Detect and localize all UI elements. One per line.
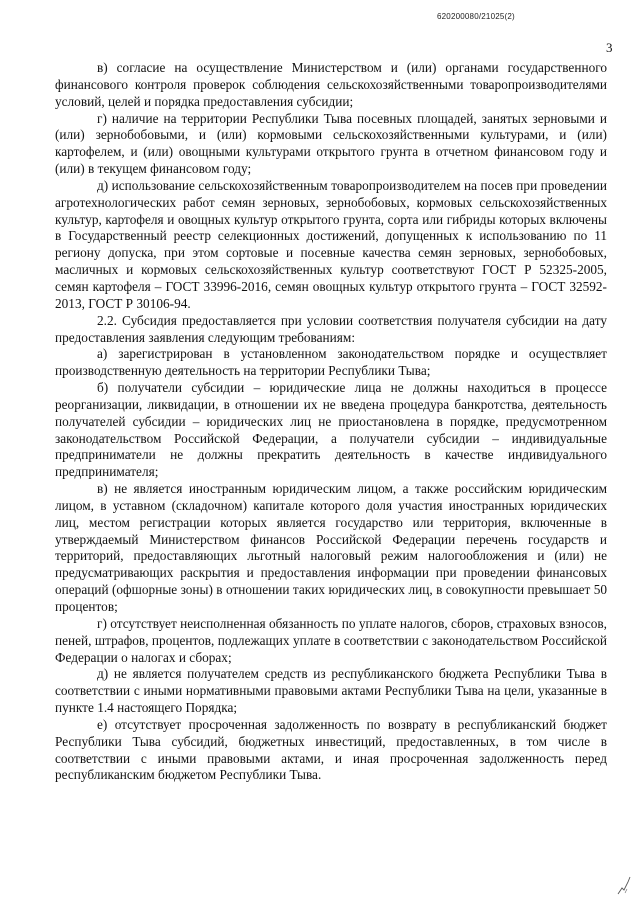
- paragraph-v-foreign-entity: в) не является иностранным юридическим лицом, а также российским юридическим лицом, в уставном (складочном) капитале которого доля участия иностранных юридических лиц, местом регистрации которых является государство или территория, включенные в утверждаемый Министерством финансов Российской Федерации перечень государств и территорий, предоставляющих льготный налоговый режим налогообложения и (или) не предусматривающих раскрытия и предоставления информации при проведении финансовых операций (офшорные зоны) в отношении таких юридических лиц, в совокупности превышает 50 процентов;: [55, 481, 607, 614]
- document-code: 620200080/21025(2): [437, 12, 515, 21]
- body-text: [55, 60, 607, 784]
- paragraph-d-other-funds: д) не является получателем средств из республиканского бюджета Республики Тыва в соответствии с иными нормативными правовыми актами Республики Тыва на цели, указанные в пункте 1.4 настоящего Порядка;: [55, 666, 607, 716]
- paragraph-b-reorganization: б) получатели субсидии – юридические лица не должны находиться в процессе реорганизации, ликвидации, в отношении их не введена процедура банкротства, деятельность получателей субсидии – юридических лиц не приостановлена в порядке, предусмотренном законодательством Российской Федерации, а получатели субсидии – индивидуальные предприниматели не должны прекратить деятельность в качестве индивидуального предпринимателя;: [55, 380, 607, 480]
- paragraph-d-seed-usage: д) использование сельскохозяйственным товаропроизводителем на посев при проведении агротехнологических работ семян зерновых, зернобобовых, кормовых сельскохозяйственных культур, картофеля и овощных культур открытого грунта, сорта или гибриды которых включены в Государственный реестр селекционных достижений, допущенных к использованию по 11 региону допуска, при этом сортовые и посевные качества семян зерновых, зернобобовых, масличных и кормовых сельскохозяйственных культур соответствуют ГОСТ Р 52325-2005, семян картофеля – ГОСТ 33996-2016, семян овощных культур открытого грунта – ГОСТ 32592-2013, ГОСТ Р 30106-94.: [55, 177, 607, 311]
- paragraph-2-2-conditions: 2.2. Субсидия предоставляется при условии соответствия получателя субсидии на дату предоставления заявления следующим требованиям:: [55, 312, 607, 345]
- scan-mark-icon: [616, 874, 632, 896]
- paragraph-v-consent: в) согласие на осуществление Министерством и (или) органами государственного финансового контроля проверок соблюдения сельскохозяйственными товаропроизводителями условий, целей и порядка предоставления субсидии;: [55, 60, 607, 109]
- paragraph-e-overdue-debt: е) отсутствует просроченная задолженность по возврату в республиканский бюджет Республики Тыва субсидий, бюджетных инвестиций, предоставленных, в том числе в соответствии с иными правовыми актами, и иная просроченная задолженность перед республиканским бюджетом Республики Тыва.: [55, 716, 607, 783]
- paragraph-a-registered: а) зарегистрирован в установленном законодательством порядке и осуществляет производственную деятельность на территории Республики Тыва;: [55, 346, 607, 379]
- page-number: 3: [606, 40, 613, 55]
- paragraph-g-tax-obligations: г) отсутствует неисполненная обязанность по уплате налогов, сборов, страховых взносов, пеней, штрафов, процентов, подлежащих уплате в соответствии с законодательством Российской Федерации о налогах и сборах;: [55, 615, 607, 665]
- paragraph-g-sown-areas: г) наличие на территории Республики Тыва посевных площадей, занятых зерновыми и (или) зернобобовыми, и (или) кормовыми сельскохозяйственными культурами, и (или) картофелем, и (или) овощными культурами открытого грунта в отчетном финансовом году и (или) в текущем финансовом году;: [55, 110, 607, 177]
